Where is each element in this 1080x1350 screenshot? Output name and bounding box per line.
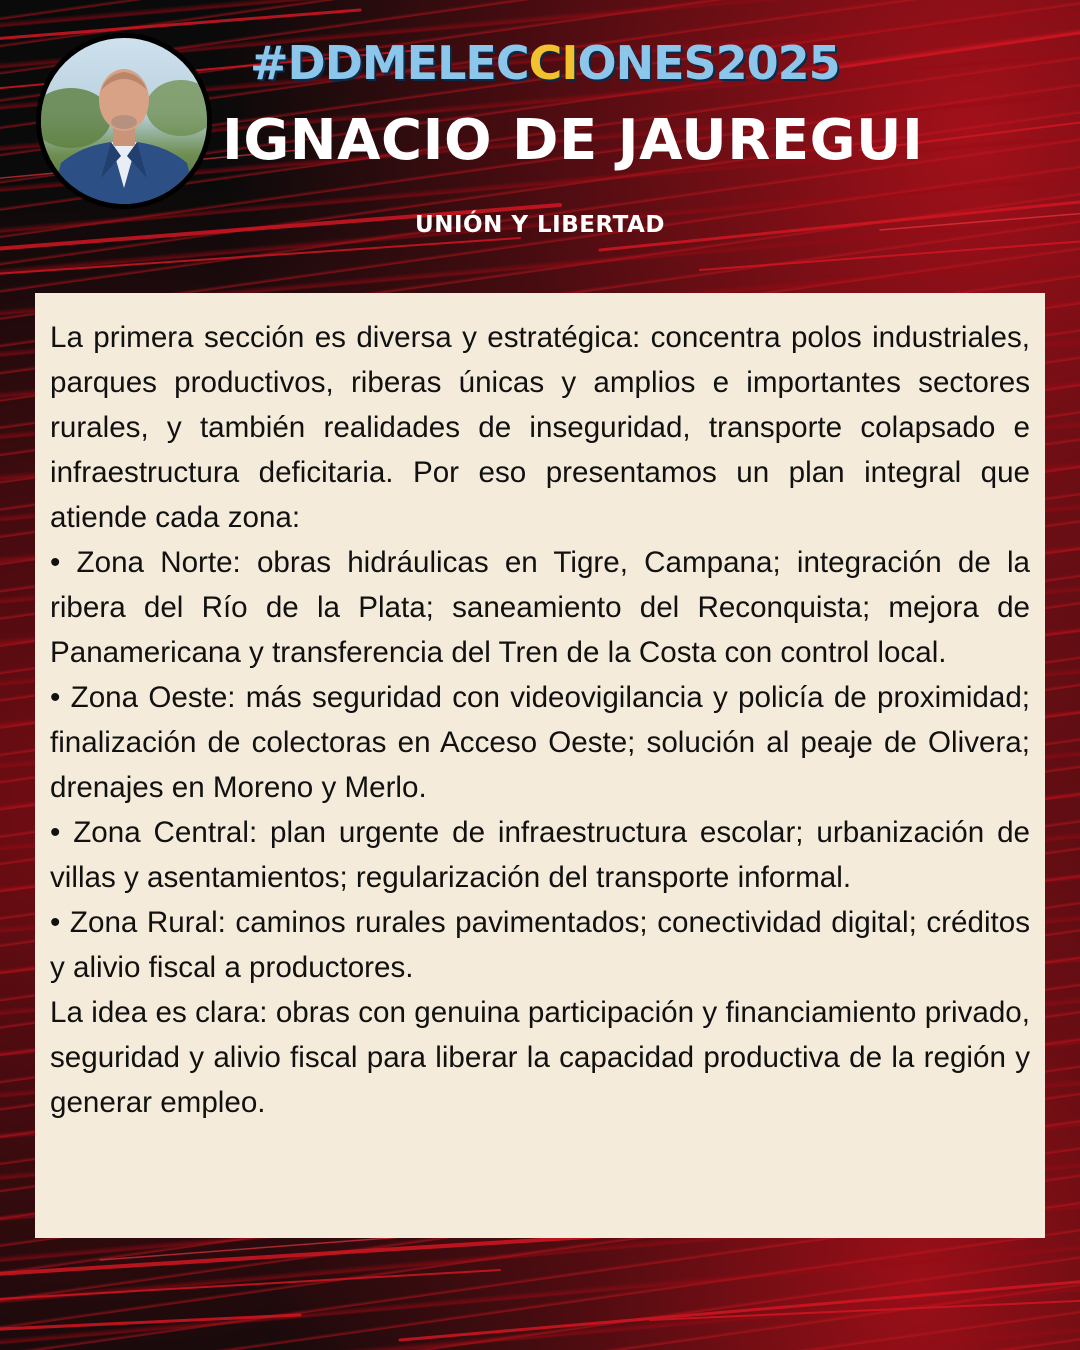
zona-oeste-item: • Zona Oeste: más seguridad con videovigilancia y policía de proximidad; finalización de colectoras en Acceso Oeste; solución al peaje de Olivera; drenajes en Moreno y Merlo. xyxy=(50,681,1030,804)
zona-norte-item: • Zona Norte: obras hidráulicas en Tigre, Campana; integración de la ribera del Río de la Plata; saneamiento del Reconquista; mejora de Panamericana y transferencia del Tren de la Costa con control local. xyxy=(50,546,1030,669)
candidate-portrait-image xyxy=(41,38,207,204)
statement-card xyxy=(35,293,1045,1238)
hashtag-highlight: CI xyxy=(528,36,578,90)
intro-paragraph: La primera sección es diversa y estratégica: concentra polos industriales, parques productivos, riberas únicas y amplios e importantes sectores rurales, y también realidades de inseguridad, transporte colapsado e infraestructura deficitaria. Por eso presentamos un plan integral que atiende cada zona: xyxy=(50,321,1030,534)
candidate-name: IGNACIO DE JAUREGUI xyxy=(222,108,924,173)
zona-central-item: • Zona Central: plan urgente de infraestructura escolar; urbanización de villas y asentamientos; regularización del transporte informal. xyxy=(50,816,1030,894)
hashtag-suffix: ONES2025 xyxy=(577,36,840,90)
campaign-hashtag xyxy=(250,36,840,90)
party-name: UNIÓN Y LIBERTAD xyxy=(415,212,665,238)
candidate-avatar xyxy=(36,33,212,209)
zona-rural-item: • Zona Rural: caminos rurales pavimentados; conectividad digital; créditos y alivio fiscal a productores. xyxy=(50,906,1030,984)
closing-paragraph: La idea es clara: obras con genuina participación y financiamiento privado, seguridad y alivio fiscal para liberar la capacidad productiva de la región y generar empleo. xyxy=(50,996,1030,1119)
hashtag-prefix: #DDMELEC xyxy=(250,36,529,90)
